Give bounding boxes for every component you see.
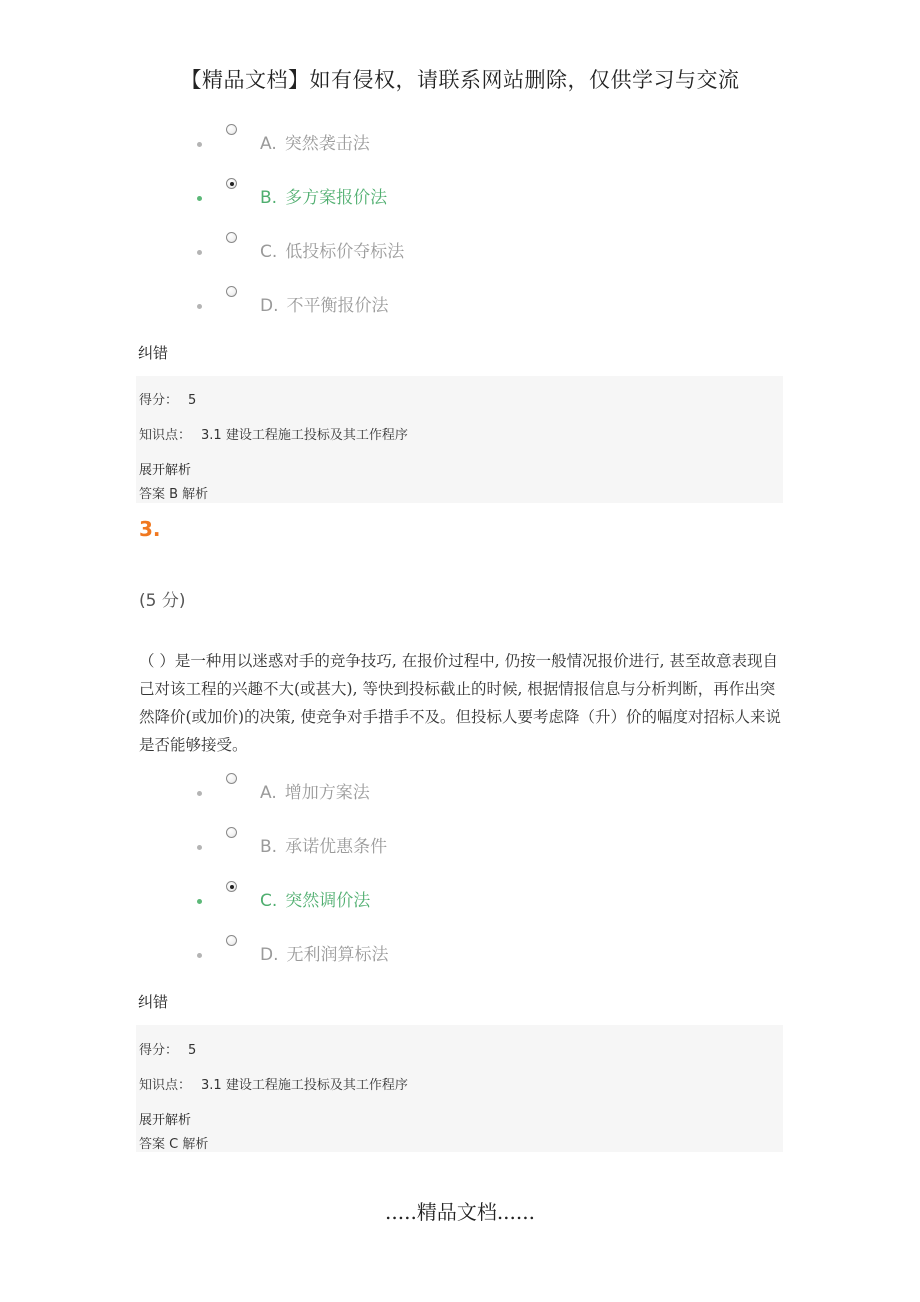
answer-text: 答案 C 解析: [139, 1137, 209, 1152]
q3-options: [192, 763, 389, 979]
score-line: [139, 1039, 196, 1058]
bullet-icon: [197, 899, 202, 904]
expand-analysis-link[interactable]: 展开解析: [139, 463, 192, 478]
bullet-icon: [197, 142, 202, 147]
radio-icon[interactable]: [226, 827, 237, 838]
q2-report-error-link[interactable]: 纠错: [138, 344, 169, 362]
knowledge-line: [139, 424, 408, 443]
bullet-icon: [197, 196, 202, 201]
q3-option-a[interactable]: [192, 763, 389, 817]
score-value: 5: [188, 1043, 197, 1058]
knowledge-label: 知识点：: [139, 428, 192, 443]
option-label: C. 突然调价法: [260, 890, 371, 911]
bullet-icon: [197, 845, 202, 850]
q3-report-error-link[interactable]: 纠错: [138, 993, 169, 1011]
option-label: C. 低投标价夺标法: [260, 241, 405, 262]
question-score: (5 分): [139, 591, 186, 611]
expand-analysis-link[interactable]: 展开解析: [139, 1113, 192, 1128]
knowledge-value: 3.1 建设工程施工投标及其工作程序: [201, 428, 408, 443]
q2-option-b[interactable]: [192, 168, 404, 222]
option-label: D. 不平衡报价法: [260, 295, 389, 316]
bullet-icon: [197, 250, 202, 255]
knowledge-value: 3.1 建设工程施工投标及其工作程序: [201, 1078, 408, 1093]
q3-option-c[interactable]: [192, 871, 389, 925]
radio-icon[interactable]: [226, 286, 237, 297]
q2-options: [192, 114, 404, 330]
knowledge-label: 知识点：: [139, 1078, 192, 1093]
bullet-icon: [197, 791, 202, 796]
knowledge-line: [139, 1074, 408, 1093]
q2-option-c[interactable]: [192, 222, 404, 276]
radio-icon[interactable]: [226, 232, 237, 243]
score-line: [139, 389, 196, 408]
score-label: 得分：: [139, 393, 179, 408]
page-footer: .....精品文档......: [385, 1200, 535, 1224]
question-text: （ ）是一种用以迷惑对手的竞争技巧, 在报价过程中, 仍按一般情况报价进行, 甚至故意表现自己对该工程的兴趣不大(或甚大), 等快到投标截止的时候, 根据情报信息与分析判断，再作出突然降价(或加价)的决策, 使竞争对手措手不及。但投标人要考虑降（升）价的幅度对招标人来说是否能够接受。: [139, 652, 781, 754]
q2-result-panel: [136, 376, 783, 503]
q2-option-d[interactable]: [192, 276, 404, 330]
radio-icon[interactable]: [226, 935, 237, 946]
radio-icon[interactable]: [226, 773, 237, 784]
q2-option-a[interactable]: [192, 114, 404, 168]
option-label: B. 多方案报价法: [260, 187, 388, 208]
radio-icon[interactable]: [226, 124, 237, 135]
q3-result-panel: [136, 1025, 783, 1152]
score-value: 5: [188, 393, 197, 408]
bullet-icon: [197, 304, 202, 309]
option-label: A. 增加方案法: [260, 782, 370, 803]
bullet-icon: [197, 953, 202, 958]
page-header: 【精品文档】如有侵权，请联系网站删除，仅供学习与交流: [180, 68, 740, 92]
question-number: 3.: [139, 517, 161, 541]
option-label: A. 突然袭击法: [260, 133, 370, 154]
answer-text: 答案 B 解析: [139, 487, 209, 502]
q3-option-b[interactable]: [192, 817, 389, 871]
option-label: B. 承诺优惠条件: [260, 836, 388, 857]
radio-checked-icon[interactable]: [226, 178, 237, 189]
option-label: D. 无利润算标法: [260, 944, 389, 965]
radio-checked-icon[interactable]: [226, 881, 237, 892]
score-label: 得分：: [139, 1043, 179, 1058]
q3-option-d[interactable]: [192, 925, 389, 979]
